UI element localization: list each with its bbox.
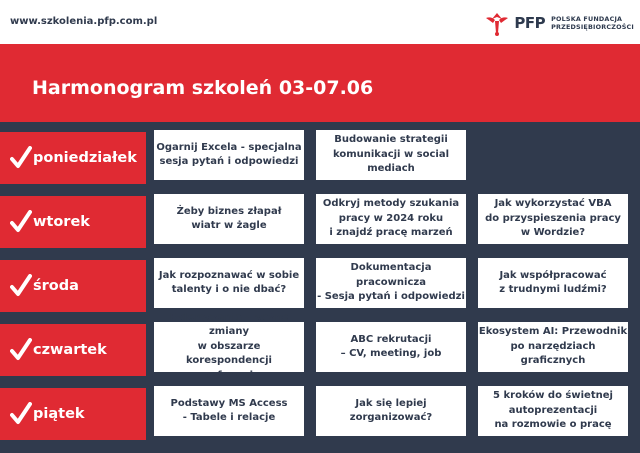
day-row-thursday: [0, 324, 146, 376]
session-card[interactable]: [154, 130, 304, 180]
title-banner: [0, 44, 640, 130]
page-title: Harmonogram szkoleń 03-07.06: [32, 77, 374, 99]
session-title: Jak wykorzystać VBA do przyspieszenia pracy w Wordzie?: [485, 198, 621, 239]
session-title: Jak rozpoznawać w sobie talenty i o nie dbać?: [158, 269, 300, 295]
schedule-grid: [0, 122, 640, 453]
top-bar: [0, 0, 640, 44]
day-label: środa: [33, 278, 79, 294]
checkmark-icon: [10, 210, 32, 234]
session-title: ABC rekrutacji – CV, meeting, job: [340, 333, 442, 359]
session-title: Żeby biznes złapał wiatr w żagle: [176, 205, 282, 231]
checkmark-icon: [10, 402, 32, 426]
session-card[interactable]: [154, 311, 304, 381]
session-title: Ogarnij Excela - specjalna sesja pytań i odpowiedzi: [156, 141, 302, 167]
logo-line-2: PRZEDSIĘBIORCZOŚCI: [551, 23, 634, 31]
session-card[interactable]: [316, 130, 466, 180]
session-title: E-doręczenia - ważne zmiany w obszarze korespondencji cyfrowej: [169, 311, 289, 381]
day-label: czwartek: [33, 342, 107, 358]
day-row-friday: [0, 388, 146, 440]
day-label: piątek: [33, 406, 85, 422]
session-card[interactable]: [316, 258, 466, 308]
session-card[interactable]: [154, 386, 304, 436]
session-title: Budowanie strategii komunikacji w social mediach: [332, 134, 450, 175]
day-label: poniedziałek: [33, 150, 137, 166]
pfp-logo-icon: [482, 9, 512, 37]
session-card[interactable]: [154, 194, 304, 244]
session-title: 5 kroków do świetnej autoprezentacji na rozmowie o pracę: [493, 390, 613, 431]
logo-line-1: POLSKA FUNDACJA: [551, 15, 623, 23]
website-url[interactable]: www.szkolenia.pfp.com.pl: [10, 16, 158, 27]
session-title: Podstawy MS Access - Tabele i relacje: [170, 397, 288, 423]
session-title: Jak się lepiej zorganizować?: [349, 397, 433, 423]
session-title: Dokumentacja pracownicza - Sesja pytań i odpowiedzi: [317, 262, 465, 303]
day-row-tuesday: [0, 196, 146, 248]
session-card[interactable]: [478, 322, 628, 372]
session-card[interactable]: [478, 258, 628, 308]
pfp-logo: [482, 8, 634, 38]
session-card[interactable]: [316, 322, 466, 372]
checkmark-icon: [10, 146, 32, 170]
checkmark-icon: [10, 338, 32, 362]
session-title: Jak współpracować z trudnymi ludźmi?: [499, 269, 607, 295]
session-card[interactable]: [478, 194, 628, 244]
session-card[interactable]: [478, 386, 628, 436]
session-title: Odkryj metody szukania pracy w 2024 roku i znajdź pracę marzeń: [322, 198, 460, 239]
session-card[interactable]: [154, 258, 304, 308]
session-card[interactable]: [316, 386, 466, 436]
day-row-wednesday: [0, 260, 146, 312]
day-row-monday: [0, 132, 146, 184]
logo-text: [551, 15, 634, 31]
session-title: Ekosystem AI: Przewodnik po narzędziach graficznych: [478, 326, 628, 367]
checkmark-icon: [10, 274, 32, 298]
session-card[interactable]: [316, 194, 466, 244]
day-label: wtorek: [33, 214, 90, 230]
logo-short: PFP: [514, 14, 546, 32]
